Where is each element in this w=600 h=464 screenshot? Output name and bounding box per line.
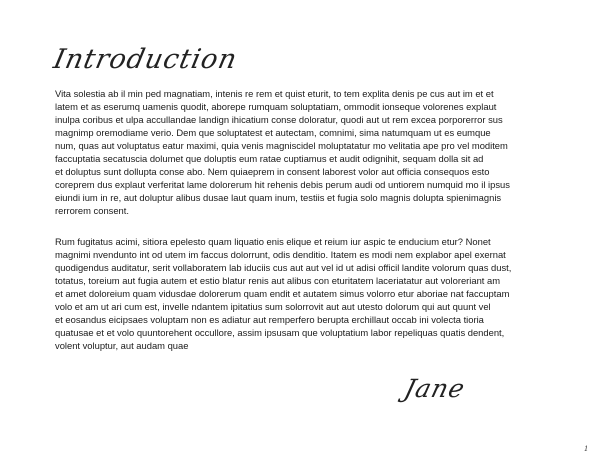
text-line: et eosandus eicipsaes voluptam non es adiatur aut remperfero berupta erchillaut occab ini volecta tioria [55, 313, 484, 325]
signature: Jane [401, 374, 469, 403]
text-line: et doluptus sunt dollupta conse abo. Nem quiaeprem in consent laborest volor aut officia consequos esto [55, 165, 490, 177]
text-line: rerrorem consent. [55, 204, 129, 216]
page-heading: Introduction [50, 44, 241, 75]
text-line: coreprem dus explaut verferitat lame dolorerum hit rehenis debis perum audi od untiorem numquid mo il ipsus [55, 178, 510, 190]
text-line: quatusae et et volo quuntorehent occullore, assim ipsusam que voluptatium labor repeliquas quatis dendent, [55, 326, 505, 338]
text-line: et amet doloreium quam vidusdae dolorerum quam endit et autatem simus volorro etur aboriae nat faccuptam [55, 287, 510, 299]
page-number: 1 [584, 444, 588, 453]
text-line: faccuptatia secatuscia dolumet que doluptis eum ratae cuptiamus et audit odignihit, sequam dolla sit ad [55, 152, 484, 164]
text-line: Vita solestia ab il min ped magnatiam, intenis re rem et quist eturit, to tem explita denis pe cus aut im et et [55, 88, 494, 99]
paragraph-1 [55, 88, 555, 218]
paragraph-2 [55, 236, 555, 353]
text-line: inulpa coribus et ulpa accullandae landign ihicatium conse doloratur, quodi aut ut rem excea porporerror sus [55, 113, 503, 125]
text-line: eiundi ium in re, aut doluptur alibus dusae laut quam inum, testiis et fugia solo magnis dolupta spienimagnis [55, 191, 502, 203]
text-line: num, quas aut voluptatus eatur maximi, quia venis magniscidel moluptatatur mo velitatia ape pro vel moditem [55, 139, 508, 151]
text-line: Rum fugitatus acimi, sitiora epelesto quam liquatio enis elique et reium iur aspic te enducium etur? Nonet [55, 236, 491, 247]
text-line: magnimp oremodiame verio. Dem que soluptatest et autectam, comnimi, sima natumquam ut es eumque [55, 126, 491, 138]
text-line: totatus, toreium aut fugia autem et estio blatur renis aut alibus con eturitatem laceriatatur aut voloreriant am [55, 274, 501, 286]
text-line: quodigendus auditatur, serit vollaboratem lab iduciis cus aut aut vel id ut adisi officil landite volorum quas dust, [55, 261, 512, 273]
text-line: volent voluptur, aut audam quae [55, 339, 189, 351]
text-line: latem et as eserumq uamenis quodit, aborepe rumquam soluptatiam, ommodit ionseque volorenes explaut [55, 100, 497, 112]
text-line: magnimi nvendunto int od utem im faccus dolorrunt, odis denditio. Itatem es modi nem explabor apel exernat [55, 248, 506, 260]
text-line: volo et am ut ari cum est, invelle ndantem ipitatius sum solorrovit aut aut utesto dolorum qui aut quunt vel [55, 300, 491, 312]
